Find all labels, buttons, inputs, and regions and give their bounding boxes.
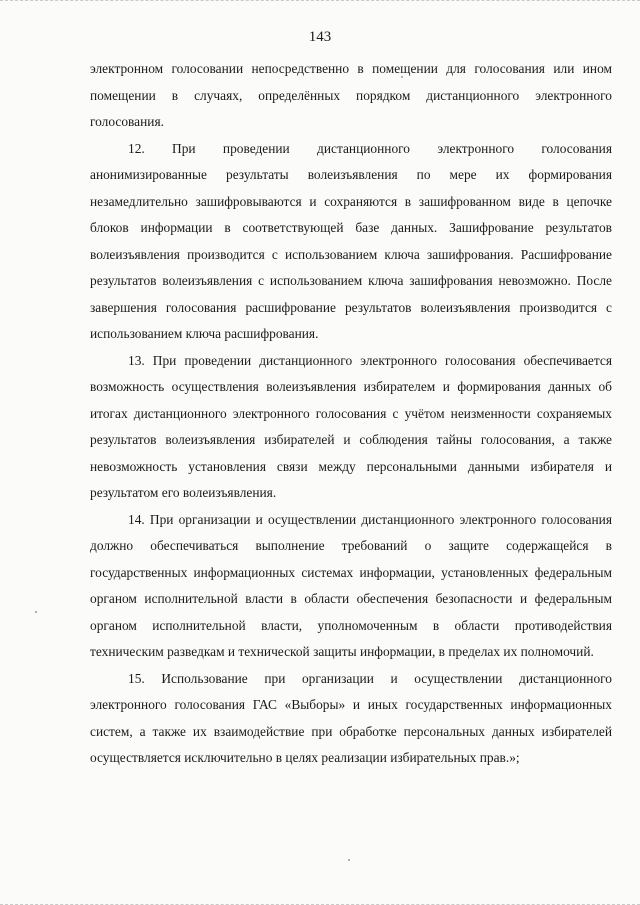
paragraph-item-15: 15. Использование при организации и осуществлении дистанционного электронного голосования ГАС «Выборы» и иных государственных информационных систем, а также их взаимодействие при обработке персональных данных избирателей осуществляется исключительно в целях реализации избирательных прав.»; bbox=[90, 670, 612, 765]
page-number: 143 bbox=[308, 29, 332, 45]
paragraph-item-13: 13. При проведении дистанционного электронного голосования обеспечивается возможность осуществления волеизъявления избирателем и формирования данных об итогах дистанционного электронного голосования с учётом неизменности сохраняемых результатов волеизъявления избирателей и соблюдения тайны голосования, а также невозможность установления связи между персональными данными избирателя и результатом его волеизъявления. bbox=[90, 352, 612, 500]
scan-speck bbox=[348, 859, 350, 861]
paragraph-continuation: электронном голосовании непосредственно в помещении для голосования или ином помещении в случаях, определённых порядком дистанционного электронного голосования. bbox=[90, 61, 612, 129]
paragraph-item-14: 14. При организации и осуществлении дистанционного электронного голосования должно обеспечиваться выполнение требований о защите содержащейся в государственных информационных системах информации, установленных федеральным органом исполнительной власти в области обеспечения безопасности и федеральным органом исполнительной власти, уполномоченным в области противодействия техническим разведкам и технической защиты информации, в пределах их полномочий. bbox=[90, 511, 612, 659]
document-body bbox=[90, 56, 612, 772]
paragraph-item-12: 12. При проведении дистанционного электронного голосования анонимизированные результаты волеизъявления по мере их формирования незамедлительно зашифровываются и сохраняются в зашифрованном виде в цепочке блоков информации в соответствующей базе данных. Зашифрование результатов волеизъявления производится с использованием ключа зашифрования. Расшифрование результатов волеизъявления с использованием ключа зашифрования невозможно. После завершения голосования расшифрование результатов волеизъявления производится с использованием ключа расшифрования. bbox=[90, 140, 612, 341]
scan-speck bbox=[35, 611, 37, 613]
scan-speck bbox=[401, 76, 403, 78]
